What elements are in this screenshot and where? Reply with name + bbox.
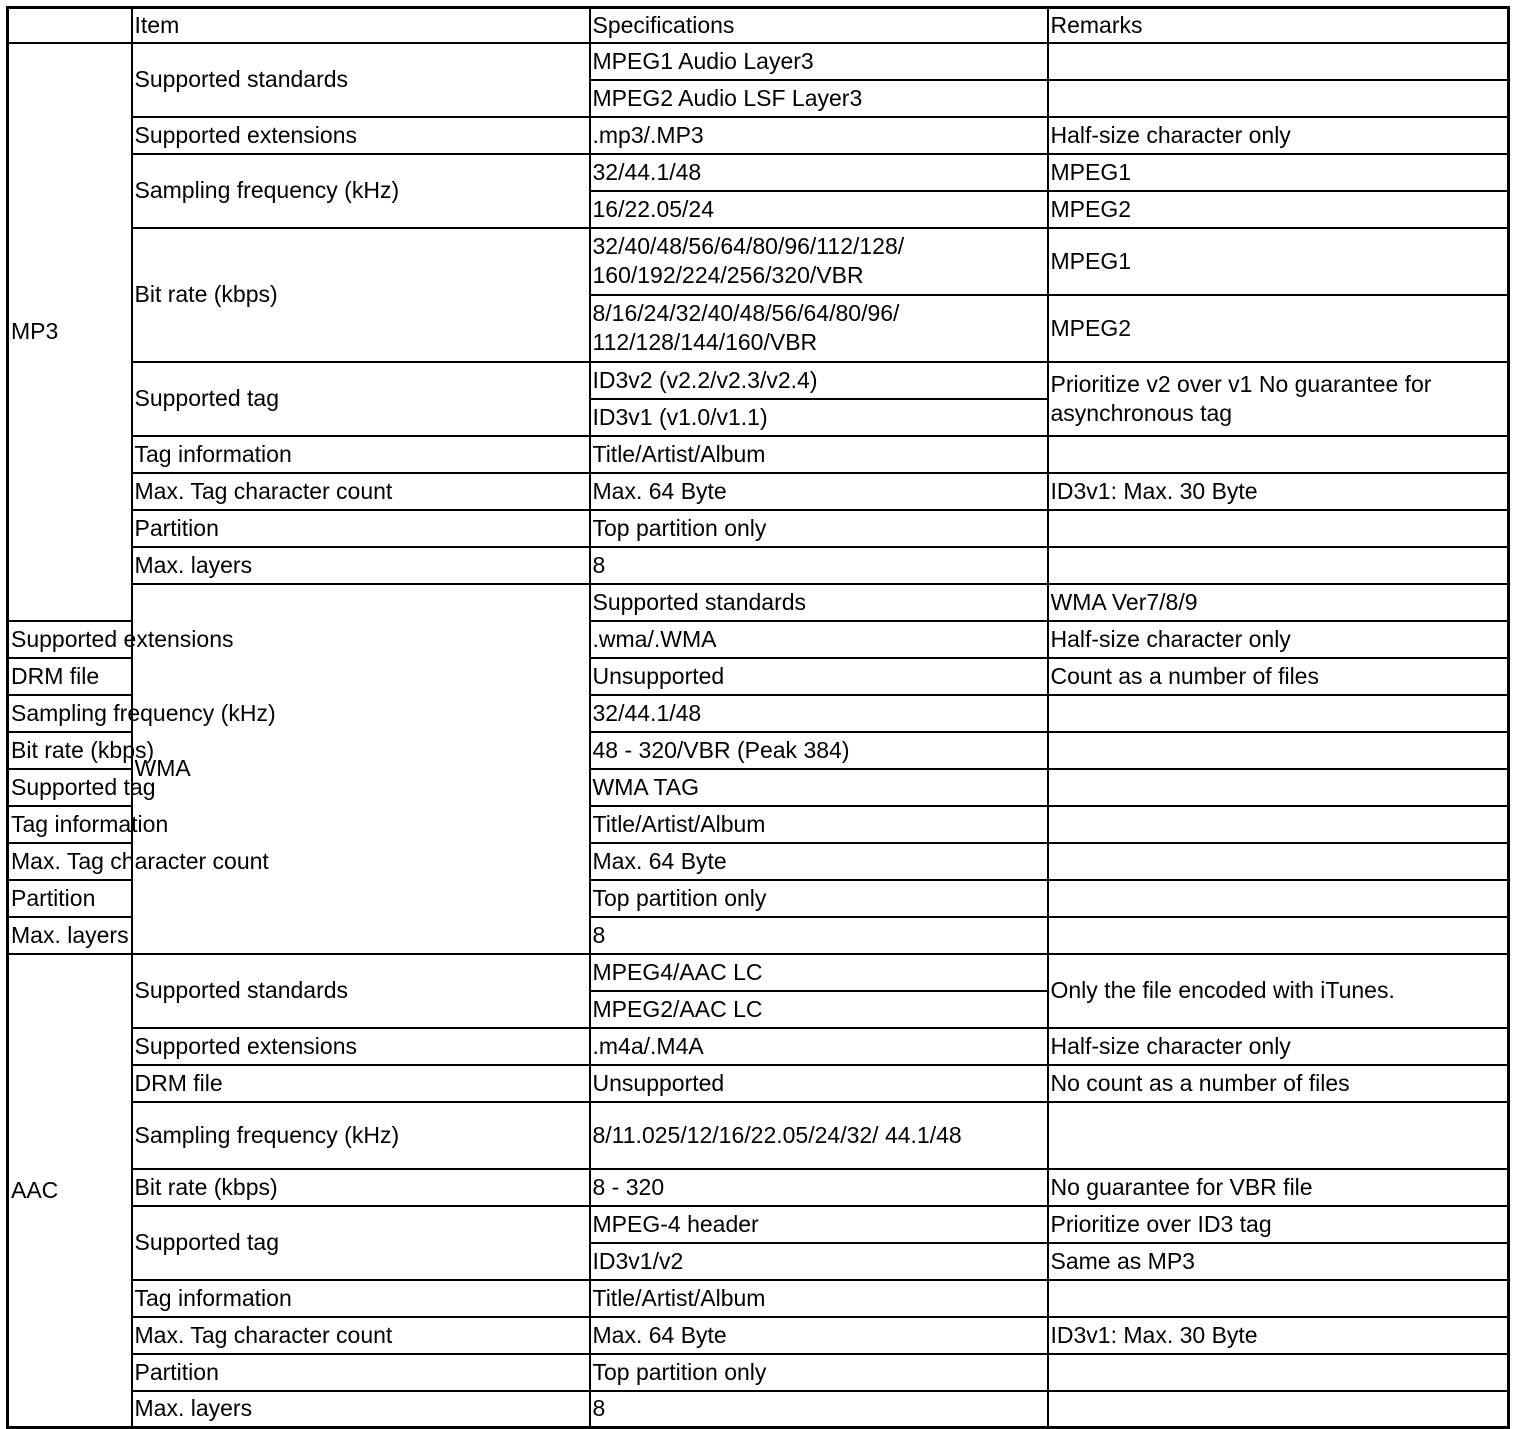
item-cell: Max. layers [132,547,590,584]
spec-cell: .mp3/.MP3 [590,117,1048,154]
group-label-mp3: MP3 [8,43,132,621]
item-cell: Sampling frequency (kHz) [8,695,132,732]
spec-cell: Title/Artist/Album [590,436,1048,473]
table-row [8,1065,1509,1102]
spec-cell: Title/Artist/Album [590,806,1048,843]
spec-cell: 8/16/24/32/40/48/56/64/80/96/ 112/128/144/160/VBR [590,295,1048,362]
item-cell: Partition [132,1354,590,1391]
table-row [8,1280,1509,1317]
item-cell: Max. Tag character count [132,1317,590,1354]
group-label-wma: WMA [132,584,590,954]
item-cell: Supported tag [132,1206,590,1280]
spec-cell: .wma/.WMA [590,621,1048,658]
item-cell: Tag information [132,436,590,473]
remark-cell [1048,843,1509,880]
spec-cell: Max. 64 Byte [590,843,1048,880]
table-row [8,954,1509,991]
spec-cell: Top partition only [590,510,1048,547]
table-row [8,1102,1509,1169]
table-row [8,843,1509,880]
spec-cell: WMA Ver7/8/9 [1048,584,1509,621]
spec-cell: ID3v1 (v1.0/v1.1) [590,399,1048,436]
remark-cell: MPEG2 [1048,295,1509,362]
spec-cell: MPEG1 Audio Layer3 [590,43,1048,80]
item-cell: Partition [132,510,590,547]
remark-cell [1048,880,1509,917]
remark-cell: Half-size character only [1048,1028,1509,1065]
remark-cell [1048,80,1509,117]
table-row [8,1354,1509,1391]
remark-cell: Same as MP3 [1048,1243,1509,1280]
item-cell: DRM file [8,658,132,695]
remark-cell [1048,1102,1509,1169]
spec-cell: 16/22.05/24 [590,191,1048,228]
item-cell: Tag information [132,1280,590,1317]
remark-cell: No guarantee for VBR file [1048,1169,1509,1206]
spec-cell: 8 [590,547,1048,584]
header-group-cell [8,8,132,43]
table-row [8,547,1509,584]
remark-cell [1048,1280,1509,1317]
spec-cell: 32/44.1/48 [590,154,1048,191]
table-row [8,154,1509,191]
table-row [8,1317,1509,1354]
table-row [8,621,1509,658]
item-cell: Bit rate (kbps) [132,228,590,362]
spec-cell: 8 - 320 [590,1169,1048,1206]
spec-cell: Top partition only [590,880,1048,917]
remark-cell [1048,547,1509,584]
table-row [8,1169,1509,1206]
item-cell: Bit rate (kbps) [8,732,132,769]
item-cell: Tag information [8,806,132,843]
remark-cell: Half-size character only [1048,621,1509,658]
item-cell: Supported tag [132,362,590,436]
spec-cell: Max. 64 Byte [590,1317,1048,1354]
remark-cell [1048,1354,1509,1391]
spec-cell: MPEG2 Audio LSF Layer3 [590,80,1048,117]
remark-cell [1048,769,1509,806]
spec-cell: 8 [590,917,1048,954]
spec-cell: 32/44.1/48 [590,695,1048,732]
spec-cell: WMA TAG [590,769,1048,806]
table-row [8,117,1509,154]
spec-cell: Top partition only [590,1354,1048,1391]
remark-cell: Prioritize v2 over v1 No guarantee for asynchronous tag [1048,362,1509,436]
remark-cell: Prioritize over ID3 tag [1048,1206,1509,1243]
remark-cell: Half-size character only [1048,117,1509,154]
remark-cell [1048,732,1509,769]
table-row [8,1391,1509,1428]
remark-cell: MPEG1 [1048,228,1509,295]
item-cell: Max. layers [132,1391,590,1428]
spec-cell: .m4a/.M4A [590,1028,1048,1065]
item-cell: Sampling frequency (kHz) [132,154,590,228]
remark-cell [1048,1391,1509,1428]
table-row [8,473,1509,510]
item-cell: Supported standards [132,43,590,117]
spec-cell: 32/40/48/56/64/80/96/112/128/ 160/192/224/256/320/VBR [590,228,1048,295]
spec-cell: ID3v2 (v2.2/v2.3/v2.4) [590,362,1048,399]
header-spec-cell: Specifications [590,8,1048,43]
spec-cell: Unsupported [590,1065,1048,1102]
remark-cell: MPEG2 [1048,191,1509,228]
item-cell: Supported standards [590,584,1048,621]
remark-cell: Only the file encoded with iTunes. [1048,954,1509,1028]
remark-cell: ID3v1: Max. 30 Byte [1048,473,1509,510]
table-row [8,695,1509,732]
item-cell: Supported extensions [132,1028,590,1065]
spec-cell: MPEG2/AAC LC [590,991,1048,1028]
table-row [8,1028,1509,1065]
table-row [8,228,1509,295]
remark-cell: ID3v1: Max. 30 Byte [1048,1317,1509,1354]
item-cell: Max. Tag character count [8,843,132,880]
table-row [8,43,1509,80]
table-row [8,584,1509,621]
header-item-cell: Item [132,8,590,43]
remark-cell: MPEG1 [1048,154,1509,191]
table-row [8,362,1509,399]
remark-cell: No count as a number of files [1048,1065,1509,1102]
spec-cell: MPEG-4 header [590,1206,1048,1243]
spec-table [6,6,1510,1429]
spec-cell: ID3v1/v2 [590,1243,1048,1280]
spec-cell: Max. 64 Byte [590,473,1048,510]
item-cell: Supported extensions [8,621,132,658]
table-row [8,436,1509,473]
table-row [8,1206,1509,1243]
remark-cell [1048,695,1509,732]
remark-cell [1048,917,1509,954]
spec-cell: Title/Artist/Album [590,1280,1048,1317]
item-cell: Sampling frequency (kHz) [132,1102,590,1169]
spec-cell: Unsupported [590,658,1048,695]
header-remarks-cell: Remarks [1048,8,1509,43]
item-cell: Max. layers [8,917,132,954]
item-cell: DRM file [132,1065,590,1102]
group-label-aac: AAC [8,954,132,1428]
remark-cell [1048,510,1509,547]
remark-cell: Count as a number of files [1048,658,1509,695]
spec-cell: 8/11.025/12/16/22.05/24/32/ 44.1/48 [590,1102,1048,1169]
spec-cell: 8 [590,1391,1048,1428]
item-cell: Max. Tag character count [132,473,590,510]
item-cell: Supported extensions [132,117,590,154]
spec-cell: MPEG4/AAC LC [590,954,1048,991]
spec-cell: 48 - 320/VBR (Peak 384) [590,732,1048,769]
item-cell: Supported tag [8,769,132,806]
item-cell: Bit rate (kbps) [132,1169,590,1206]
table-row [8,510,1509,547]
item-cell: Supported standards [132,954,590,1028]
remark-cell [1048,43,1509,80]
item-cell: Partition [8,880,132,917]
remark-cell [1048,806,1509,843]
remark-cell [1048,436,1509,473]
header-row [8,8,1509,43]
